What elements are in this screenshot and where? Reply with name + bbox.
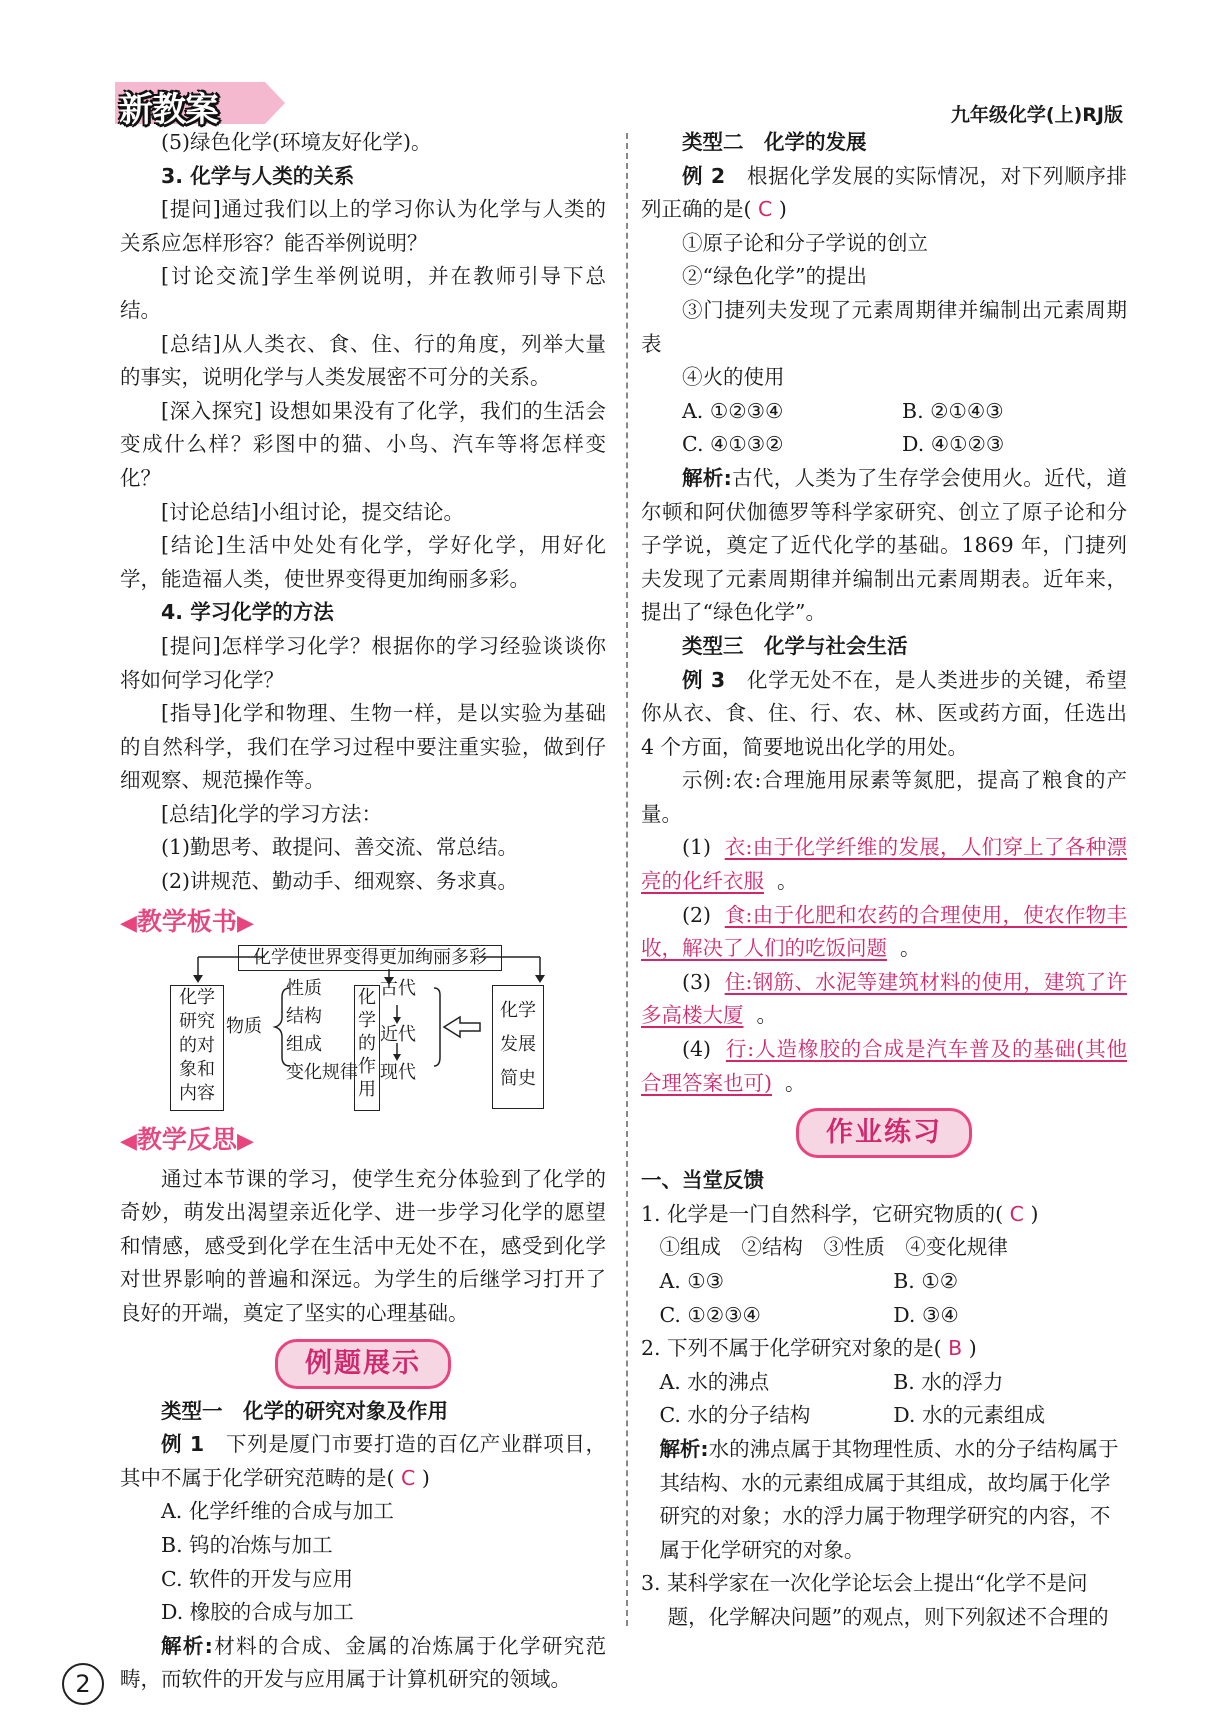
page-number: 2: [62, 1663, 104, 1705]
diagram-era: 古代: [380, 977, 416, 999]
heading-methods: 4. 学习化学的方法: [161, 600, 334, 625]
example3-label: 例 3: [682, 667, 726, 692]
question3: 3. 某科学家在一次化学论坛会上提出“化学不是问题，化学解决问题”的观点，则下列叙述不合理的: [641, 1571, 1109, 1629]
example1-text: 下列是厦门市要打造的百亿产业群项目，其中不属于化学研究范畴的是(: [120, 1432, 607, 1490]
method-2: (2)讲规范、勤动手、细观察、务求真。: [161, 869, 519, 894]
diagram-mid-char: 的: [358, 1032, 376, 1054]
diagram-mid-char: 用: [358, 1078, 376, 1100]
right-column: [641, 126, 1127, 1635]
question2-answer: B: [948, 1336, 963, 1361]
example3-text: 化学无处不在，是人类进步的关键，希望你从衣、食、住、行、农、林、医或药方面，任选出 4 个方面，简要地说出化学的用处。: [641, 667, 1128, 759]
diagram-prop: 变化规律: [286, 1061, 358, 1083]
diagram-top-box: 化学使世界变得更加绚丽多彩: [238, 945, 502, 971]
diagram-left-line: 内容: [179, 1082, 215, 1104]
diagram-mid-char: 化: [358, 986, 376, 1008]
diagram-left-box: [170, 985, 224, 1111]
answer-number: (4): [682, 1037, 712, 1062]
example2-item: ②“绿色化学”的提出: [682, 264, 867, 289]
section-board-title: 教学板书: [136, 906, 237, 936]
example2-question: 例 2 根据化学发展的实际情况，对下列顺序排列正确的是( C ): [641, 163, 1128, 222]
diagram-prop: 结构: [286, 1005, 322, 1027]
green-chem-line: (5)绿色化学(环境友好化学)。: [161, 130, 432, 154]
example2-options-row: [641, 428, 1127, 462]
period: 。: [756, 1003, 778, 1028]
section-reflect: [120, 1123, 606, 1159]
example3-answer: [641, 1033, 1127, 1100]
diagram-left-line: 象和: [179, 1058, 215, 1080]
section-board: [120, 905, 606, 941]
question1-options-row: [641, 1265, 1127, 1299]
example2-option: B. ②①④③: [902, 398, 1004, 423]
period: 。: [900, 936, 921, 961]
diagram-prop: 性质: [286, 977, 322, 999]
example2-item: ①原子论和分子学说的创立: [682, 230, 928, 255]
diagram-prop: 组成: [286, 1033, 322, 1055]
example1-option: A. 化学纤维的合成与加工: [161, 1499, 394, 1524]
pill-homework-label: 作业练习: [826, 1117, 942, 1149]
question1-option: A. ①③: [659, 1269, 725, 1293]
method-1: (1)勤思考、敢提问、善交流、常总结。: [161, 835, 519, 860]
left-triangle-icon: ◀: [120, 910, 137, 936]
diagram-era: 近代: [380, 1023, 416, 1045]
answer-number: (1): [682, 835, 712, 860]
example1-answer: C: [401, 1465, 416, 1490]
example2-options-row: [641, 395, 1127, 429]
question2-option: D. 水的元素组成: [893, 1403, 1045, 1428]
question2-explanation: [641, 1433, 1127, 1567]
diagram-left-line: 化学: [179, 986, 215, 1008]
example2-option: A. ①②③④: [682, 398, 784, 423]
example1-option: D. 橡胶的合成与加工: [161, 1600, 354, 1625]
right-triangle-icon: ▶: [236, 1128, 254, 1154]
explanation-label: 解析:: [161, 1633, 213, 1658]
example2-answer: C: [758, 197, 773, 222]
explanation-text: 材料的合成、金属的冶炼属于化学研究范畴，而软件的开发与应用属于计算机研究的领域。: [120, 1633, 607, 1692]
para-question-2: [提问]怎样学习化学？根据你的学习经验谈谈你将如何学习化学？: [120, 633, 606, 692]
diagram-mid-char: 学: [358, 1009, 376, 1031]
section-reflect-title: 教学反思: [136, 1124, 237, 1154]
diagram-mid-char: 作: [358, 1055, 376, 1077]
question1-option: B. ①②: [893, 1269, 959, 1293]
type1-heading: 类型一 化学的研究对象及作用: [161, 1398, 448, 1423]
question1-answer: C: [1009, 1201, 1024, 1226]
question2-text: 2. 下列不属于化学研究对象的是(: [641, 1336, 942, 1361]
question2-option: B. 水的浮力: [893, 1369, 1004, 1394]
diagram-right-line: 简史: [500, 1067, 536, 1089]
pill-homework: [796, 1108, 972, 1158]
logo: [115, 78, 285, 128]
question2-options-row: [641, 1366, 1127, 1400]
column-divider: [626, 133, 628, 1626]
type3-heading: 类型三 化学与社会生活: [682, 633, 908, 658]
question1-option: C. ①②③④: [659, 1302, 761, 1327]
example3-sample: 示例:农:合理施用尿素等氮肥，提高了粮食的产量。: [641, 768, 1127, 826]
para-question-1: [提问]通过我们以上的学习你认为化学与人类的关系应怎样形容？能否举例说明？: [120, 197, 606, 255]
question1-items: ①组成 ②结构 ③性质 ④变化规律: [659, 1235, 1008, 1260]
diagram-wuzhi: 物质: [226, 1015, 262, 1037]
explanation-text: 水的沸点属于其物理性质、水的分子结构属于其结构、水的元素组成属于其组成，故均属于化学研究的对象；水的浮力属于物理学研究的内容，不属于化学研究的对象。: [659, 1436, 1119, 1562]
diagram-left-line: 的对: [179, 1034, 215, 1056]
answer-text: 食:由于化肥和农药的合理使用，使农作物丰收，解决了人们的吃饭问题: [641, 902, 1127, 961]
example1-question: 例 1 下列是厦门市要打造的百亿产业群项目，其中不属于化学研究范畴的是( C ): [120, 1432, 607, 1490]
para-guide: [指导]化学和物理、生物一样，是以实验为基础的自然科学，我们在学习过程中要注重实验，做到仔细观察、规范操作等。: [120, 701, 606, 793]
example3-answer: [641, 831, 1127, 898]
left-column: [120, 126, 606, 1697]
question1-text: 1. 化学是一门自然科学，它研究物质的(: [641, 1201, 1004, 1226]
right-triangle-icon: ▶: [236, 910, 254, 936]
question2-options-row: [641, 1399, 1127, 1433]
example2-option: D. ④①②③: [902, 432, 1005, 457]
diagram-right-box: [492, 985, 544, 1109]
example2-label: 例 2: [682, 163, 726, 188]
para-summary-2: [总结]化学的学习方法：: [161, 801, 382, 826]
question2: 2. 下列不属于化学研究对象的是( B ): [641, 1336, 977, 1361]
question1-options-row: [641, 1299, 1127, 1333]
explanation-text: 古代，人类为了生存学会使用火。近代，道尔顿和阿伏伽德罗等科学家研究、创立了原子论和分子学说，奠定了近代化学的基础。1869 年，门捷列夫发现了元素周期律并编制出元素周期表。近年来，提出了“绿色化学”。: [641, 465, 1128, 625]
diagram-era: 现代: [380, 1061, 416, 1083]
diagram-mid-box: [354, 985, 380, 1111]
para-explore: [深入探究] 设想如果没有了化学，我们的生活会变成什么样？彩图中的猫、小鸟、汽车等将怎样变化？: [120, 398, 606, 490]
pill-examples: [275, 1339, 451, 1389]
para-summary-1: [总结]从人类衣、食、住、行的角度，列举大量的事实，说明化学与人类发展密不可分的关系。: [120, 331, 606, 390]
answer-text: 行:人造橡胶的合成是汽车普及的基础(其他合理答案也可): [641, 1037, 1127, 1095]
period: 。: [777, 869, 798, 894]
example1-option: B. 钨的冶炼与加工: [161, 1533, 333, 1557]
period: 。: [785, 1070, 806, 1095]
heading-relation: 3. 化学与人类的关系: [161, 163, 355, 188]
logo-text: 新教案: [119, 90, 218, 130]
example1-label: 例 1: [161, 1432, 205, 1457]
example1-option: C. 软件的开发与应用: [161, 1566, 353, 1591]
answer-text: 衣:由于化学纤维的发展，人们穿上了各种漂亮的化纤衣服: [641, 835, 1127, 894]
board-diagram: [162, 945, 582, 1115]
diagram-right-line: 发展: [500, 1033, 536, 1055]
para-reflect: 通过本节课的学习，使学生充分体验到了化学的奇妙，萌发出渴望亲近化学、进一步学习化学的愿望和情感，感受到化学在生活中无处不在，感受到化学对世界影响的普遍和深远。为学生的后继学习打开了良好的开端，奠定了坚实的心理基础。: [120, 1166, 606, 1326]
question1: 1. 化学是一门自然科学，它研究物质的( C ): [641, 1201, 1039, 1226]
answer-number: (2): [682, 902, 712, 927]
diagram-left-line: 研究: [179, 1010, 215, 1032]
example2-option: C. ④①③②: [682, 432, 784, 457]
example3-answer: [641, 966, 1127, 1033]
left-triangle-icon: ◀: [120, 1128, 137, 1154]
example2-text: 根据化学发展的实际情况，对下列顺序排列正确的是(: [641, 163, 1128, 222]
question1-option: D. ③④: [893, 1302, 959, 1327]
example2-explanation: [641, 462, 1127, 630]
para-conclusion: [结论]生活中处处有化学，学好化学，用好化学，能造福人类，使世界变得更加绚丽多彩。: [120, 533, 606, 591]
edition-label: 九年级化学(上)RJ版: [950, 104, 1123, 126]
answer-number: (3): [682, 969, 712, 994]
question2-option: A. 水的沸点: [659, 1369, 770, 1394]
example2-item: ④火的使用: [682, 365, 785, 390]
para-discussion-1: [讨论交流]学生举例说明，并在教师引导下总结。: [120, 264, 606, 322]
para-discussion-2: [讨论总结]小组讨论，提交结论。: [161, 499, 464, 524]
example3-answer: [641, 899, 1127, 966]
pill-examples-label: 例题展示: [305, 1347, 421, 1379]
example3-question: [641, 664, 1127, 765]
type2-heading: 类型二 化学的发展: [682, 130, 867, 154]
explanation-label: 解析:: [682, 465, 732, 490]
diagram-right-line: 化学: [500, 999, 536, 1021]
example1-explanation: [120, 1630, 606, 1697]
section-feedback-heading: 一、当堂反馈: [641, 1168, 764, 1193]
question2-option: C. 水的分子结构: [659, 1403, 811, 1428]
answer-text: 住:钢筋、水泥等建筑材料的使用，建筑了许多高楼大厦: [641, 969, 1127, 1028]
explanation-label: 解析:: [659, 1436, 709, 1461]
example2-item: ③门捷列夫发现了元素周期律并编制出元素周期表: [641, 297, 1127, 356]
